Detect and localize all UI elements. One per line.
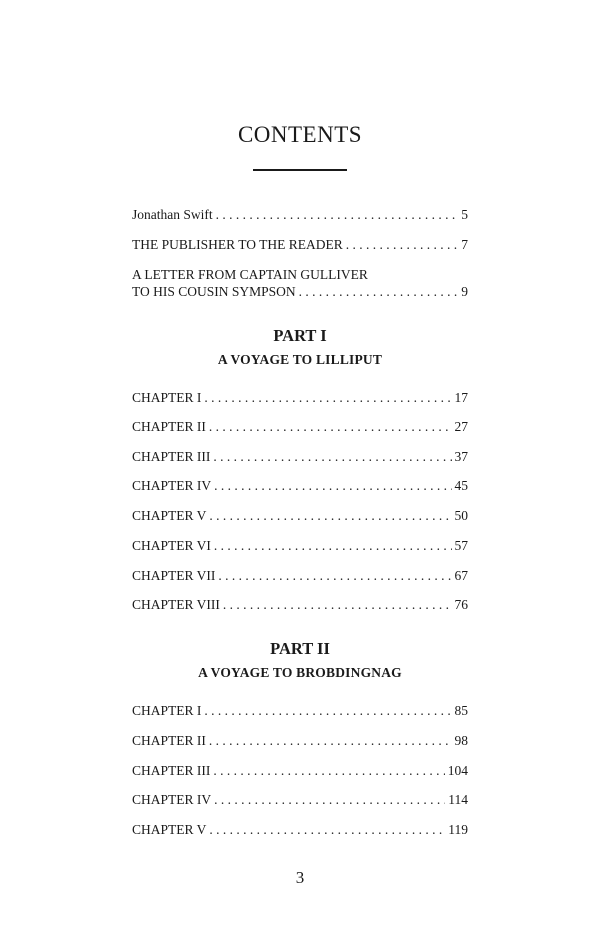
toc-entry-page: 57 — [454, 538, 468, 553]
dot-leader — [214, 538, 452, 554]
toc-entry-part2-chapter-2[interactable] — [132, 733, 468, 749]
dot-leader — [213, 449, 451, 465]
toc-entry-part1-chapter-8[interactable] — [132, 597, 468, 613]
toc-entry-label: Jonathan Swift — [132, 207, 213, 222]
toc-entry-page: 104 — [447, 763, 468, 778]
dot-leader — [209, 822, 445, 838]
dot-leader — [214, 792, 445, 808]
toc-entry-page: 114 — [448, 792, 468, 807]
toc-entry-label: CHAPTER VI — [132, 538, 211, 553]
toc-entry-part2-chapter-5[interactable] — [132, 822, 468, 838]
toc-entry-page: 5 — [461, 207, 468, 222]
toc-entry-label: CHAPTER II — [132, 733, 206, 748]
page-number: 3 — [295, 868, 305, 887]
toc-entry-page: 17 — [454, 390, 468, 405]
part-subtitle: A VOYAGE TO BROBDINGNAG — [198, 665, 402, 680]
toc-entry-part1-chapter-5[interactable] — [132, 508, 468, 524]
dot-leader — [218, 568, 451, 584]
toc-entry-jonathan-swift[interactable] — [132, 207, 468, 223]
toc-entry-label: CHAPTER II — [132, 419, 206, 434]
dot-leader — [213, 763, 444, 779]
toc-entry-part2-chapter-3[interactable] — [132, 763, 468, 779]
toc-entry-part2-chapter-1[interactable] — [132, 703, 468, 719]
dot-leader — [204, 390, 451, 406]
toc-entry-part2-chapter-4[interactable] — [132, 792, 468, 808]
dot-leader — [346, 237, 458, 253]
toc-entry-part1-chapter-2[interactable] — [132, 419, 468, 435]
part-heading: PART II — [270, 639, 330, 658]
toc-entry-part1-chapter-4[interactable] — [132, 478, 468, 494]
toc-entry-part1-chapter-1[interactable] — [132, 390, 468, 406]
toc-entry-page: 98 — [454, 733, 468, 748]
toc-entry-page: 7 — [461, 237, 468, 252]
toc-entry-page: 50 — [454, 508, 468, 523]
toc-entry-page: 45 — [454, 478, 468, 493]
dot-leader — [209, 419, 452, 435]
toc-entry-letter[interactable] — [132, 284, 468, 300]
toc-entry-part1-chapter-7[interactable] — [132, 568, 468, 584]
toc-entry-label: CHAPTER I — [132, 703, 202, 718]
toc-entry-page: 9 — [461, 284, 468, 299]
page-title: CONTENTS — [237, 122, 363, 147]
toc-entry-page: 37 — [454, 449, 468, 464]
toc-entry-label: CHAPTER V — [132, 508, 207, 523]
title-rule — [253, 169, 347, 171]
toc-entry-publisher-to-reader[interactable] — [132, 237, 468, 253]
toc-entry-part1-chapter-6[interactable] — [132, 538, 468, 554]
toc-entry-label: THE PUBLISHER TO THE READER — [132, 237, 343, 252]
toc-entry-page: 67 — [454, 568, 468, 583]
toc-entry-page: 85 — [454, 703, 468, 718]
toc-entry-label: CHAPTER I — [132, 390, 202, 405]
toc-entry-label: CHAPTER VII — [132, 568, 216, 583]
dot-leader — [223, 597, 452, 613]
part-heading: PART I — [273, 326, 327, 345]
toc-entry-part1-chapter-3[interactable] — [132, 449, 468, 465]
dot-leader — [209, 508, 451, 524]
part-subtitle: A VOYAGE TO LILLIPUT — [217, 352, 383, 367]
toc-entry-label: CHAPTER III — [132, 449, 211, 464]
toc-entry-page: 76 — [454, 597, 468, 612]
dot-leader — [209, 733, 452, 749]
toc-entry-page: 27 — [454, 419, 468, 434]
toc-entry-label: CHAPTER III — [132, 763, 211, 778]
dot-leader — [216, 207, 459, 223]
dot-leader — [204, 703, 451, 719]
toc-entry-label: CHAPTER IV — [132, 792, 212, 807]
dot-leader — [299, 284, 459, 300]
toc-entry-page: 119 — [448, 822, 468, 837]
toc-entry-label: CHAPTER V — [132, 822, 207, 837]
toc-entry-label: CHAPTER VIII — [132, 597, 220, 612]
toc-entry-label: TO HIS COUSIN SYMPSON — [132, 284, 296, 299]
toc-entry-letter-line1[interactable]: A LETTER FROM CAPTAIN GULLIVER — [132, 267, 368, 282]
dot-leader — [214, 478, 451, 494]
toc-entry-label: CHAPTER IV — [132, 478, 212, 493]
